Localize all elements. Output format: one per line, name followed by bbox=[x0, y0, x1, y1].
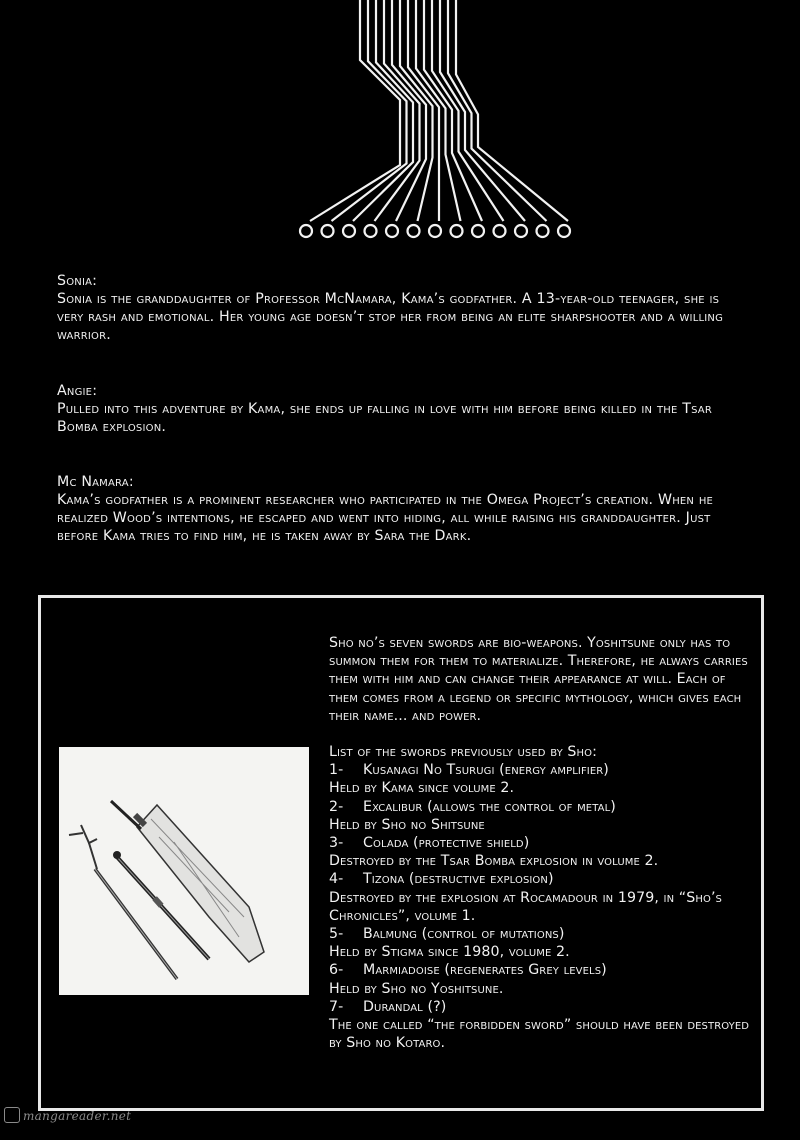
list-item: 6- Marmiadoise (regenerates Grey levels) bbox=[329, 962, 607, 979]
circuit-terminal bbox=[365, 225, 377, 237]
list-item: 1- Kusanagi No Tsurugi (energy amplifier) bbox=[329, 762, 609, 779]
character-name: Mc Namara: bbox=[57, 474, 134, 490]
swords-list bbox=[329, 761, 759, 1052]
circuit-trace bbox=[332, 0, 407, 221]
character-mcnamara bbox=[57, 473, 747, 545]
circuit-terminal bbox=[451, 225, 463, 237]
character-description: Pulled into this adventure by Kama, she ends up falling in love with him before being killed in the Tsar Bomba explosion. bbox=[57, 401, 712, 435]
list-item-note: Destroyed by the explosion at Rocamadour in 1979, in “Sho’s Chronicles”, volume 1. bbox=[329, 889, 722, 924]
character-name: Angie: bbox=[57, 383, 98, 399]
character-description: Kama’s godfather is a prominent researcher who participated in the Omega Project’s creation. When he realized Wood’s intentions, he escaped and went into hiding, all while raising his granddaughter. Just before Kama tries to find him, he is taken away by Sara the Dark. bbox=[57, 492, 714, 544]
circuit-terminal bbox=[322, 225, 334, 237]
list-item-note: Held by Sho no Shitsune bbox=[329, 816, 485, 833]
circuit-terminal bbox=[386, 225, 398, 237]
list-item-note: Held by Stigma since 1980, volume 2. bbox=[329, 944, 570, 961]
swords-list-heading: List of the swords previously used by Sho: bbox=[329, 744, 598, 761]
swords-drawing-icon bbox=[59, 747, 309, 995]
list-item-note: Destroyed by the Tsar Bomba explosion in volume 2. bbox=[329, 853, 659, 870]
circuit-terminal bbox=[558, 225, 570, 237]
circuit-terminal bbox=[343, 225, 355, 237]
circuit-decoration bbox=[280, 0, 620, 250]
list-item-note: Held by Kama since volume 2. bbox=[329, 780, 515, 797]
circuit-terminal bbox=[429, 225, 441, 237]
list-item-note: Held by Sho no Yoshitsune. bbox=[329, 980, 504, 997]
circuit-terminal bbox=[300, 225, 312, 237]
character-name: Sonia: bbox=[57, 273, 98, 289]
character-description: Sonia is the granddaughter of Professor McNamara, Kama’s godfather. A 13-year-old teenager, she is very rash and emotional. Her young age doesn’t stop her from being an elite sharpshooter and a willing warrior. bbox=[57, 291, 724, 343]
list-item: 2- Excalibur (allows the control of metal) bbox=[329, 798, 616, 815]
character-sonia bbox=[57, 272, 747, 344]
circuit-terminal bbox=[515, 225, 527, 237]
swords-info-box bbox=[38, 595, 764, 1111]
circuit-terminal bbox=[494, 225, 506, 237]
watermark: mangareader.net bbox=[4, 1107, 131, 1123]
list-item: 4- Tizona (destructive explosion) bbox=[329, 871, 554, 888]
list-item: 3- Colada (protective shield) bbox=[329, 835, 530, 852]
circuit-terminal bbox=[408, 225, 420, 237]
character-angie bbox=[57, 382, 747, 436]
swords-illustration bbox=[59, 747, 309, 995]
list-item: 7- Durandal (?) bbox=[329, 998, 447, 1015]
circuit-terminal bbox=[472, 225, 484, 237]
list-item: 5- Balmung (control of mutations) bbox=[329, 926, 565, 943]
list-item-note: The one called “the forbidden sword” should have been destroyed by Sho no Kotaro. bbox=[329, 1017, 750, 1052]
watermark-logo-icon bbox=[4, 1107, 20, 1123]
swords-description bbox=[329, 634, 759, 1052]
swords-intro: Sho no’s seven swords are bio-weapons. Yoshitsune only has to summon them for them to materialize. Therefore, he always carries them with him and can change their appearance at will. Each of them comes from a legend or specific mythology, which gives each their name... and power. bbox=[329, 635, 748, 724]
circuit-terminal bbox=[537, 225, 549, 237]
